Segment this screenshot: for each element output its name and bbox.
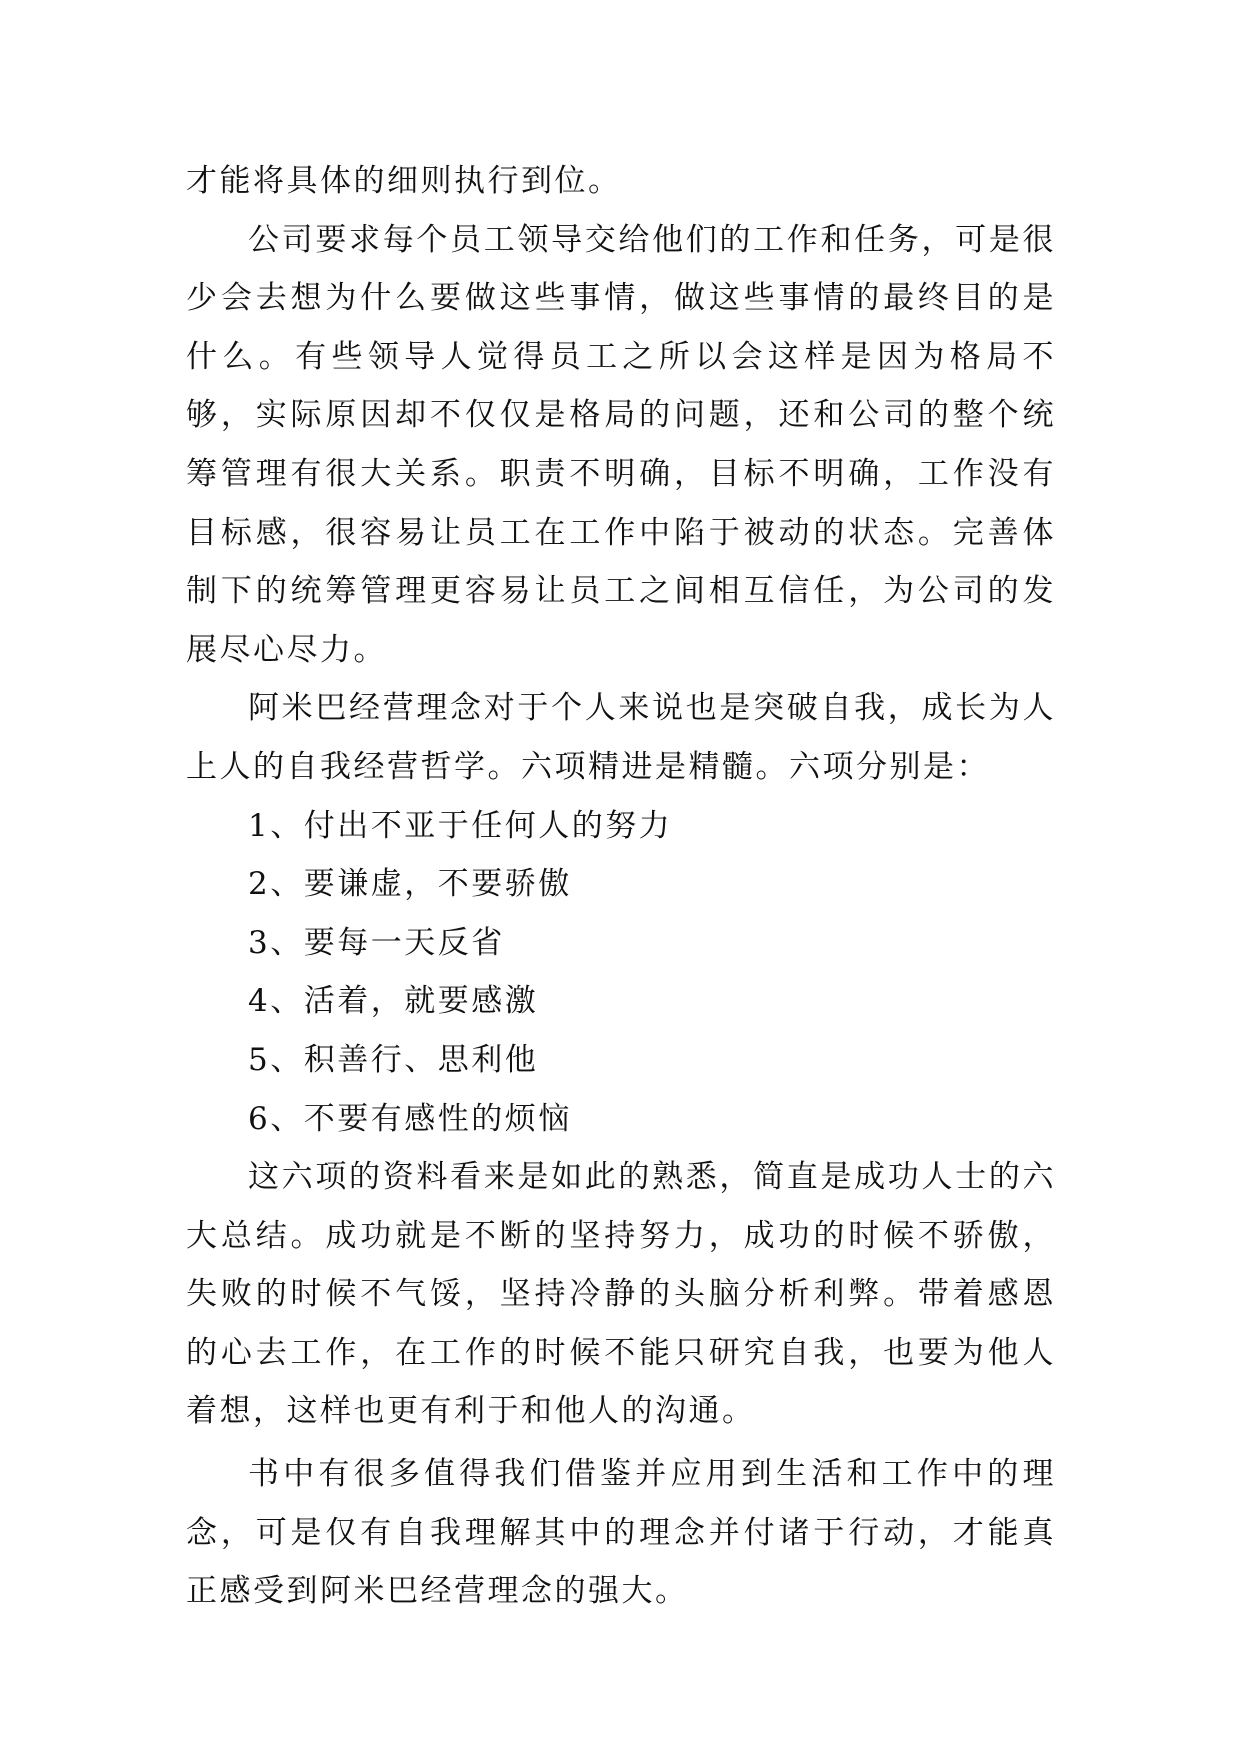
paragraph-2: 公司要求每个员工领导交给他们的工作和任务，可是很少会去想为什么要做这些事情，做这些事情的最终目的是什么。有些领导人觉得员工之所以会这样是因为格局不够，实际原因却不仅仅是格局的问题，还和公司的整个统筹管理有很大关系。职责不明确，目标不明确，工作没有目标感，很容易让员工在工作中陷于被动的状态。完善体制下的统筹管理更容易让员工之间相互信任，为公司的发展尽心尽力。 xyxy=(186,221,1056,668)
list-item: 2、要谦虚，不要骄傲 xyxy=(248,866,572,903)
six-items-list xyxy=(186,797,1056,1149)
paragraph-3: 阿米巴经营理念对于个人来说也是突破自我，成长为人上人的自我经营哲学。六项精进是精髓。六项分别是： xyxy=(186,690,1056,785)
list-item: 1、付出不亚于任何人的努力 xyxy=(248,807,673,844)
list-item: 4、活着，就要感激 xyxy=(248,983,539,1020)
paragraph-5: 书中有很多值得我们借鉴并应用到生活和工作中的理念，可是仅有自我理解其中的理念并付诸于行动，才能真正感受到阿米巴经营理念的强大。 xyxy=(186,1456,1056,1610)
document-body xyxy=(186,152,1056,1621)
list-item: 3、要每一天反省 xyxy=(248,924,505,961)
paragraph-1: 才能将具体的细则执行到位。 xyxy=(186,163,622,199)
paragraph-4: 这六项的资料看来是如此的熟悉，简直是成功人士的六大总结。成功就是不断的坚持努力，成功的时候不骄傲，失败的时候不气馁，坚持冷静的头脑分析利弊。带着感恩的心去工作，在工作的时候不能只研究自我，也要为他人着想，这样也更有利于和他人的沟通。 xyxy=(186,1159,1056,1430)
list-item: 6、不要有感性的烦恼 xyxy=(248,1100,572,1137)
list-item: 5、积善行、思利他 xyxy=(248,1041,539,1078)
